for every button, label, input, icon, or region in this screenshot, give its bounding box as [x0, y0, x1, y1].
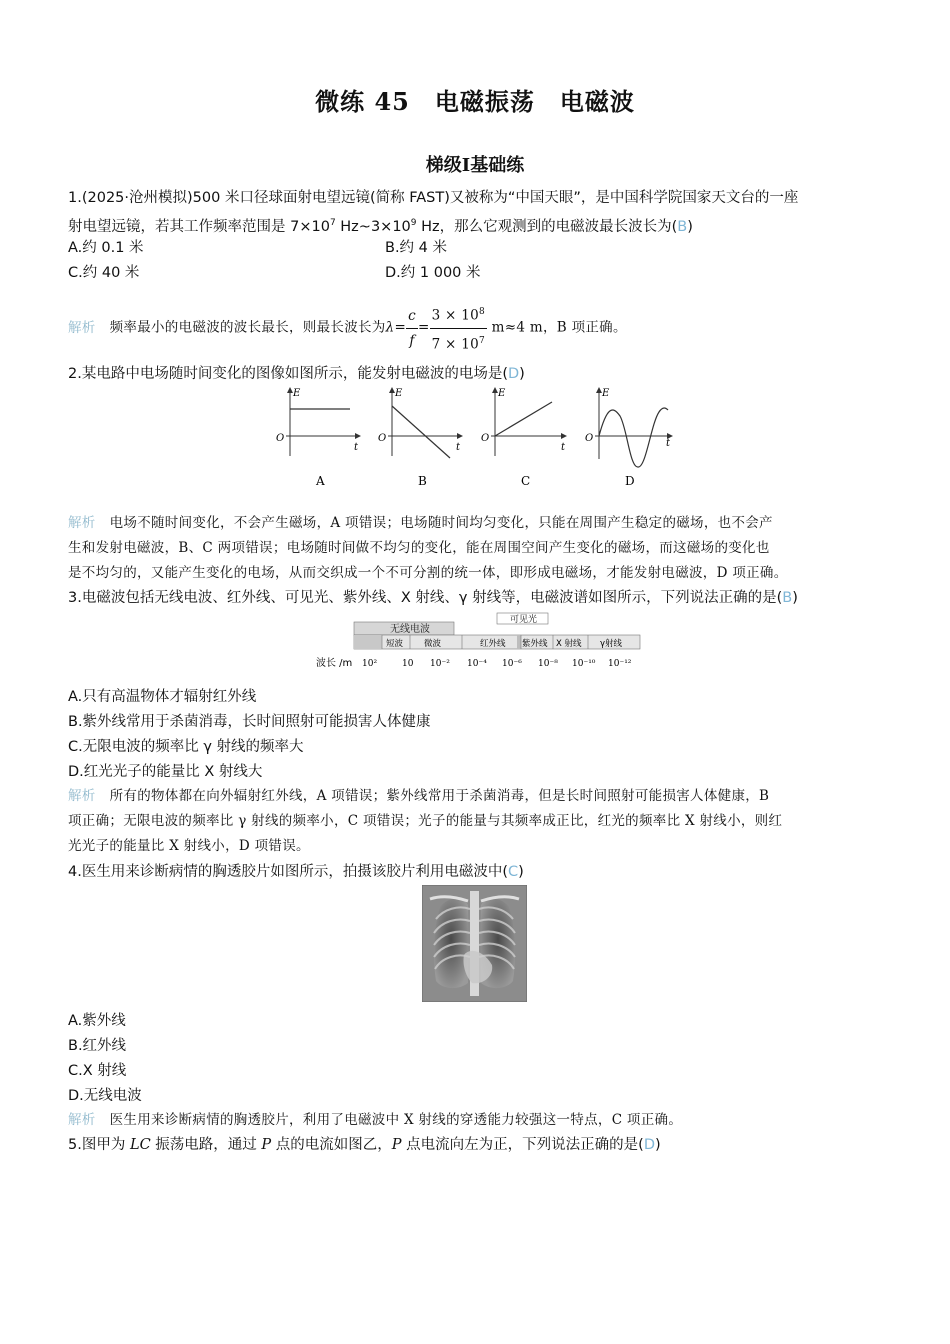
- q3-analysis: 解析 所有的物体都在向外辐射红外线，A 项错误；紫外线常用于杀菌消毒，但是长时间照射可能损害人体健康，B 项正确；无限电波的频率比 γ 射线的频率小，C 项错误；光子的能量与其频率成正比，红光的频率比 X 射线小，则红 光光子的能量比 X 射线小，D 项错误。: [68, 788, 783, 854]
- q3-option-a: A.只有高温物体才辐射红外线: [68, 689, 257, 705]
- q4-option-d: D.无线电波: [68, 1088, 142, 1104]
- graph-a: [276, 388, 360, 488]
- q3-option-c: C.无限电波的频率比 γ 射线的频率大: [68, 739, 304, 755]
- svg-text:E: E: [498, 388, 506, 399]
- band-xray: X 射线: [556, 639, 582, 649]
- label-radio: 无线电波: [390, 624, 430, 635]
- svg-text:E: E: [602, 388, 610, 399]
- q1-stem-line1: 1.(2025·沧州模拟)500 米口径球面射电望远镜(简称 FAST)又被称为“中国天眼”，是中国科学院国家天文台的一座: [68, 190, 799, 206]
- svg-text:10⁻²: 10⁻²: [430, 659, 450, 669]
- q1-option-a: A.约 0.1 米: [68, 240, 144, 256]
- band-gamma: γ射线: [600, 639, 623, 649]
- svg-text:10⁻⁶: 10⁻⁶: [502, 659, 522, 669]
- q2-field-graphs: [270, 384, 680, 494]
- graph-label-b: B: [418, 474, 427, 488]
- graph-label-c: C: [521, 474, 531, 488]
- svg-text:t: t: [456, 442, 461, 453]
- svg-text:10: 10: [402, 659, 414, 669]
- q2-answer: D: [508, 366, 520, 382]
- q3-spectrum-diagram: [312, 611, 642, 673]
- svg-text:10⁻⁸: 10⁻⁸: [538, 659, 558, 669]
- q1-option-d: D.约 1 000 米: [385, 265, 481, 281]
- graph-c: [481, 388, 566, 488]
- analysis-label: 解析: [68, 515, 96, 531]
- wavelength-axis-label: 波长 /m: [316, 658, 353, 669]
- analysis-label: 解析: [68, 319, 96, 336]
- svg-text:O: O: [378, 433, 387, 444]
- graph-label-a: A: [316, 474, 325, 488]
- q3-answer: B: [782, 590, 793, 606]
- svg-text:10²: 10²: [362, 659, 378, 669]
- svg-text:O: O: [585, 433, 594, 444]
- q2-stem: 2.某电路中电场随时间变化的图像如图所示，能发射电磁波的电场是(D): [68, 366, 525, 382]
- sine-field-curve: [599, 408, 668, 467]
- q5-stem: 5.图甲为 LC 振荡电路，通过 P 点的电流如图乙，P 点电流向左为正，下列说法正确的是(D): [68, 1137, 661, 1153]
- section-title: 梯级Ⅰ基础练: [425, 155, 525, 176]
- graph-label-d: D: [625, 474, 635, 488]
- q4-option-b: B.红外线: [68, 1038, 127, 1054]
- band-microwave: 微波: [424, 639, 442, 649]
- label-visible: 可见光: [510, 615, 538, 625]
- q1-option-b: B.约 4 米: [385, 240, 448, 256]
- svg-text:10⁻¹⁰: 10⁻¹⁰: [572, 659, 596, 669]
- q4-option-a: A.紫外线: [68, 1013, 126, 1029]
- svg-text:E: E: [395, 388, 403, 399]
- svg-text:t: t: [561, 442, 566, 453]
- svg-text:t: t: [666, 438, 671, 449]
- fraction-c-over-f: $\frac{c}{f}$: [406, 304, 418, 353]
- svg-text:10⁻⁴: 10⁻⁴: [467, 659, 487, 669]
- page-title: 微练 45 电磁振荡 电磁波: [315, 87, 635, 116]
- q4-analysis: 解析 医生用来诊断病情的胸透胶片，利用了电磁波中 X 射线的穿透能力较强这一特点，C 项正确。: [68, 1112, 683, 1128]
- fraction-values: $\frac{3 \times 10^8}{7 \times 10^7}$: [430, 300, 488, 356]
- svg-text:E: E: [293, 388, 301, 399]
- q3-option-b: B.紫外线常用于杀菌消毒，长时间照射可能损害人体健康: [68, 714, 431, 730]
- q3-stem: 3.电磁波包括无线电波、红外线、可见光、紫外线、X 射线、γ 射线等，电磁波谱如图所示，下列说法正确的是(B): [68, 590, 798, 606]
- band-infrared: 红外线: [480, 639, 506, 649]
- svg-text:t: t: [354, 442, 359, 453]
- q3-option-d: D.红光光子的能量比 X 射线大: [68, 764, 263, 780]
- q4-stem: 4.医生用来诊断病情的胸透胶片如图所示，拍摄该胶片利用电磁波中(C): [68, 864, 524, 880]
- chest-xray-image: [422, 885, 527, 1002]
- graph-d: [585, 388, 672, 488]
- q4-answer: C: [508, 864, 519, 880]
- q1-answer: B: [677, 218, 688, 235]
- q1-stem-line2: 射电望远镜，若其工作频率范围是 $7\times 10^7$ $Hz\sim 3\times 10^9$ Hz，那么它观测到的电磁波最长波长为(B): [68, 218, 693, 235]
- q5-answer: D: [643, 1137, 655, 1153]
- decreasing-field-line: [392, 406, 450, 458]
- band-shortwave: 短波: [386, 639, 404, 649]
- analysis-label: 解析: [68, 1112, 96, 1128]
- q1-option-c: C.约 40 米: [68, 265, 140, 281]
- analysis-label: 解析: [68, 788, 96, 804]
- q1-analysis: 解析 频率最小的电磁波的波长最长，则最长波长为λ= $\frac{c}{f}$ = $\frac{3 \times 10^8}{7 \times 10^7}$ m≈4 m，B 项正确。: [68, 300, 627, 356]
- q4-option-c: C.X 射线: [68, 1063, 127, 1079]
- svg-text:O: O: [276, 433, 285, 444]
- svg-text:O: O: [481, 433, 490, 444]
- band-ultraviolet: 紫外线: [522, 639, 548, 649]
- svg-text:10⁻¹²: 10⁻¹²: [608, 659, 632, 669]
- increasing-field-line: [495, 402, 552, 436]
- q2-analysis: 解析 电场不随时间变化，不会产生磁场，A 项错误；电场随时间均匀变化，只能在周围产生稳定的磁场，也不会产 生和发射电磁波，B、C 两项错误；电场随时间做不均匀的变化，能在周围空间产生变化的磁场，而这磁场的变化也 是不均匀的，又能产生变化的电场，从而交织成一个不可分割的统一体，即形成电磁场，才能发射电磁波，D 项正确。: [68, 515, 788, 581]
- graph-b: [378, 388, 462, 488]
